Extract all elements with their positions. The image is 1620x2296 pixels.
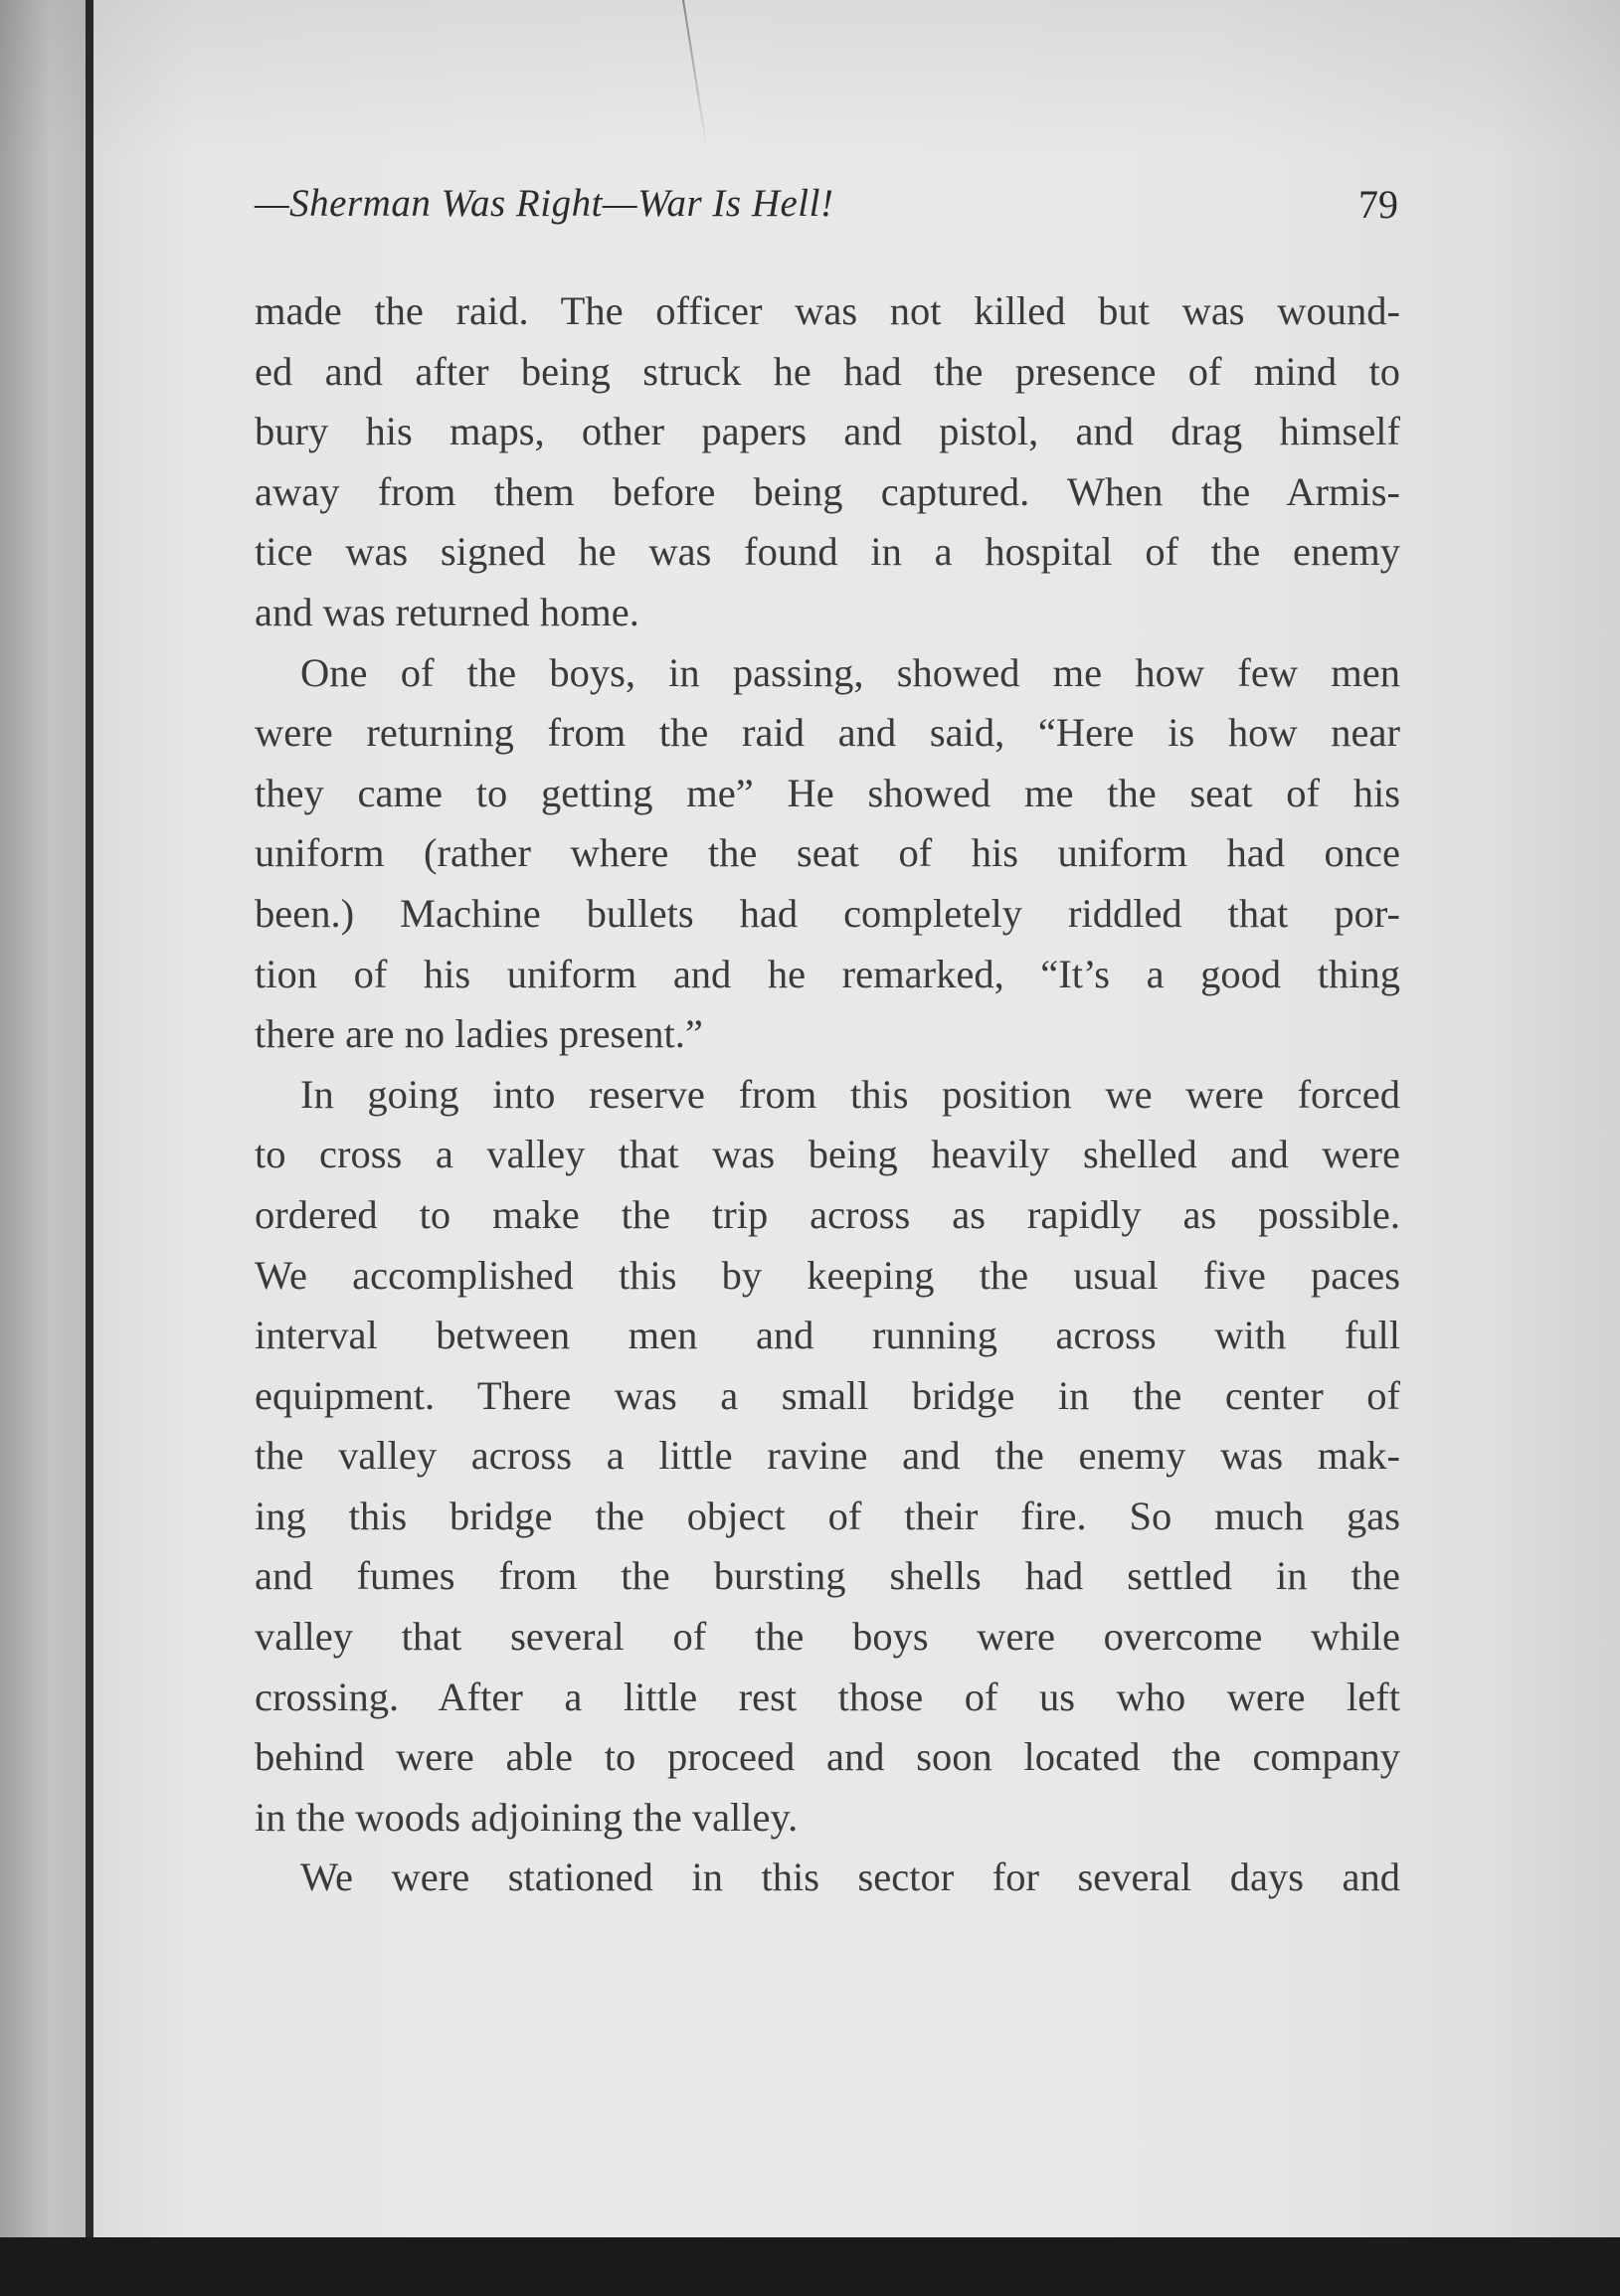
text-line: bury his maps, other papers and pistol, and drag himself <box>255 409 1400 454</box>
text-line: valley that several of the boys were overcome while <box>255 1614 1400 1660</box>
text-line: ordered to make the trip across as rapidly as possible. <box>255 1191 1400 1237</box>
text-line: to cross a valley that was being heavily shelled and were <box>255 1132 1400 1177</box>
book-spine-edge <box>86 0 93 2237</box>
text-line: We were stationed in this sector for several days and <box>300 1854 1400 1900</box>
text-line: crossing. After a little rest those of us who were left <box>255 1674 1400 1719</box>
running-head-title: —Sherman Was Right—War Is Hell! <box>255 182 834 225</box>
text-line: In going into reserve from this position we were forced <box>300 1071 1400 1117</box>
body-text <box>255 281 1400 1908</box>
running-head <box>255 181 1398 251</box>
text-line: there are no ladies present.” <box>255 1011 703 1057</box>
text-line: in the woods adjoining the valley. <box>255 1794 799 1840</box>
text-line: equipment. There was a small bridge in the center of <box>255 1372 1400 1418</box>
text-line: uniform (rather where the seat of his uniform had once <box>255 830 1400 876</box>
text-line: behind were able to proceed and soon located the company <box>255 1734 1400 1780</box>
text-line: tion of his uniform and he remarked, “It’s a good thing <box>255 951 1400 996</box>
text-line: were returning from the raid and said, “Here is how near <box>255 710 1400 756</box>
page-number: 79 <box>1358 182 1398 227</box>
text-line: interval between men and running across with full <box>255 1313 1400 1358</box>
text-line: the valley across a little ravine and the enemy was mak- <box>255 1433 1400 1479</box>
text-line: been.) Machine bullets had completely riddled that por- <box>255 890 1400 936</box>
text-line: they came to getting me” He showed me the seat of his <box>255 770 1400 815</box>
page-gutter-shadow <box>0 0 86 2237</box>
text-line: ed and after being struck he had the presence of mind to <box>255 348 1400 394</box>
text-line: tice was signed he was found in a hospital of the enemy <box>255 529 1400 575</box>
page-top-shading <box>0 0 1620 159</box>
scan-bottom-edge <box>0 2237 1620 2296</box>
text-line: ing this bridge the object of their fire. So much gas <box>255 1493 1400 1538</box>
text-line: We accomplished this by keeping the usual five paces <box>255 1252 1400 1298</box>
text-line: and fumes from the bursting shells had settled in the <box>255 1553 1400 1599</box>
text-line: away from them before being captured. When the Armis- <box>255 468 1400 514</box>
text-line: One of the boys, in passing, showed me how few men <box>300 649 1400 695</box>
text-line: and was returned home. <box>255 589 639 634</box>
text-line: made the raid. The officer was not killed but was wound- <box>255 288 1400 333</box>
